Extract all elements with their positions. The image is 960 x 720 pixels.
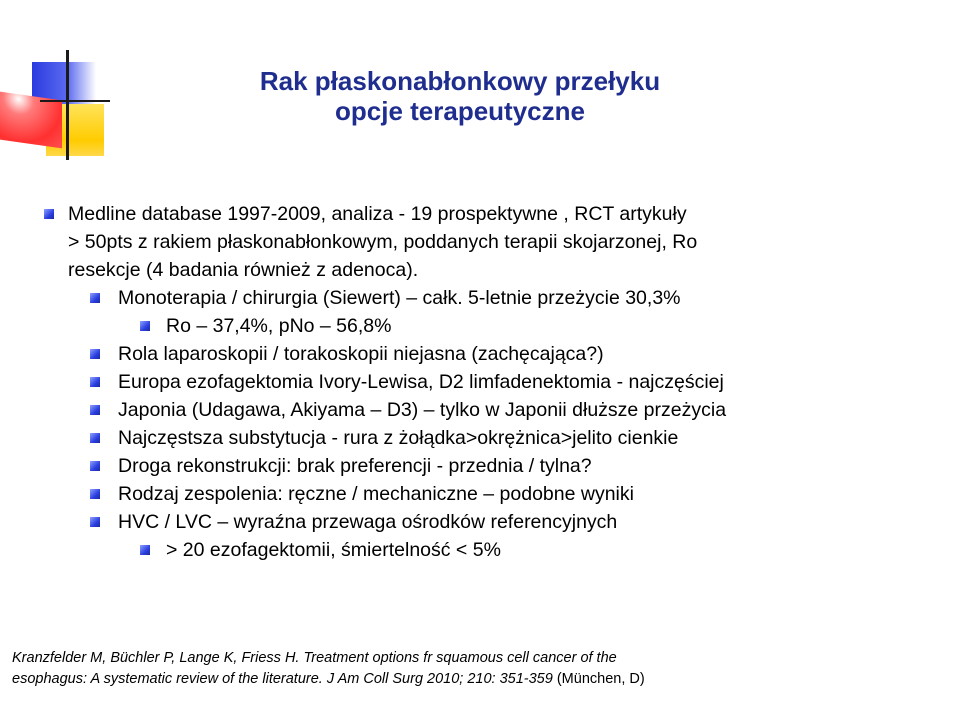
bullet-item	[40, 424, 955, 452]
bullet-text: Najczęstsza substytucja - rura z żołądka>okrężnica>jelito cienkie	[118, 427, 679, 449]
bullet-text: Droga rekonstrukcji: brak preferencji - przednia / tylna?	[118, 455, 592, 477]
bullet-text-line: > 50pts z rakiem płaskonabłonkowym, poddanych terapii skojarzonej, Ro	[68, 231, 698, 253]
slide-title-line1: Rak płaskonabłonkowy przełyku	[259, 66, 661, 96]
bullet-item	[40, 452, 955, 480]
bullet-square-icon	[90, 349, 100, 359]
slide-title-line2: opcje terapeutyczne	[335, 96, 585, 126]
bullet-square-icon	[44, 209, 54, 219]
bullet-item	[40, 284, 955, 312]
bullet-square-icon	[90, 405, 100, 415]
bullet-text: Rola laparoskopii / torakoskopii niejasna (zachęcająca?)	[118, 343, 604, 365]
bullet-list	[40, 200, 955, 564]
bullet-text-line: Medline database 1997-2009, analiza - 19 prospektywne , RCT artykuły	[68, 203, 687, 225]
bullet-text: Europa ezofagektomia Ivory-Lewisa, D2 limfadenektomia - najczęściej	[118, 371, 724, 393]
bullet-item	[40, 312, 955, 340]
bullet-text: Monoterapia / chirurgia (Siewert) – całk. 5-letnie przeżycie 30,3%	[118, 287, 681, 309]
bullet-square-icon	[140, 321, 150, 331]
bullet-item	[40, 536, 955, 564]
bullet-item	[40, 480, 955, 508]
bullet-item	[40, 396, 955, 424]
citation-line2-plain: (München, D)	[556, 671, 645, 687]
bullet-item	[40, 508, 955, 536]
bullet-text: Japonia (Udagawa, Akiyama – D3) – tylko w Japonii dłuższe przeżycia	[118, 399, 727, 421]
bullet-square-icon	[140, 545, 150, 555]
citation-line2-italic: esophagus: A systematic review of the literature. J Am Coll Surg 2010; 210: 351-359	[12, 671, 557, 687]
citation-line2	[12, 669, 952, 690]
bullet-text: > 20 ezofagektomii, śmiertelność < 5%	[166, 539, 501, 561]
bullet-item	[40, 340, 955, 368]
bullet-square-icon	[90, 377, 100, 387]
bullet-text: Ro – 37,4%, pNo – 56,8%	[166, 315, 392, 337]
bullet-square-icon	[90, 433, 100, 443]
bullet-text: Rodzaj zespolenia: ręczne / mechaniczne – podobne wyniki	[118, 483, 634, 505]
bullet-square-icon	[90, 489, 100, 499]
bullet-item	[40, 200, 955, 284]
bullet-square-icon	[90, 293, 100, 303]
citation-line1: Kranzfelder M, Büchler P, Lange K, Friess H. Treatment options fr squamous cell cancer of the	[12, 650, 617, 666]
citation	[12, 648, 952, 690]
bullet-text: HVC / LVC – wyraźna przewaga ośrodków referencyjnych	[118, 511, 618, 533]
bullet-square-icon	[90, 461, 100, 471]
bullet-text-line: resekcje (4 badania również z adenoca).	[68, 259, 419, 281]
bullet-item	[40, 368, 955, 396]
bullet-square-icon	[90, 517, 100, 527]
